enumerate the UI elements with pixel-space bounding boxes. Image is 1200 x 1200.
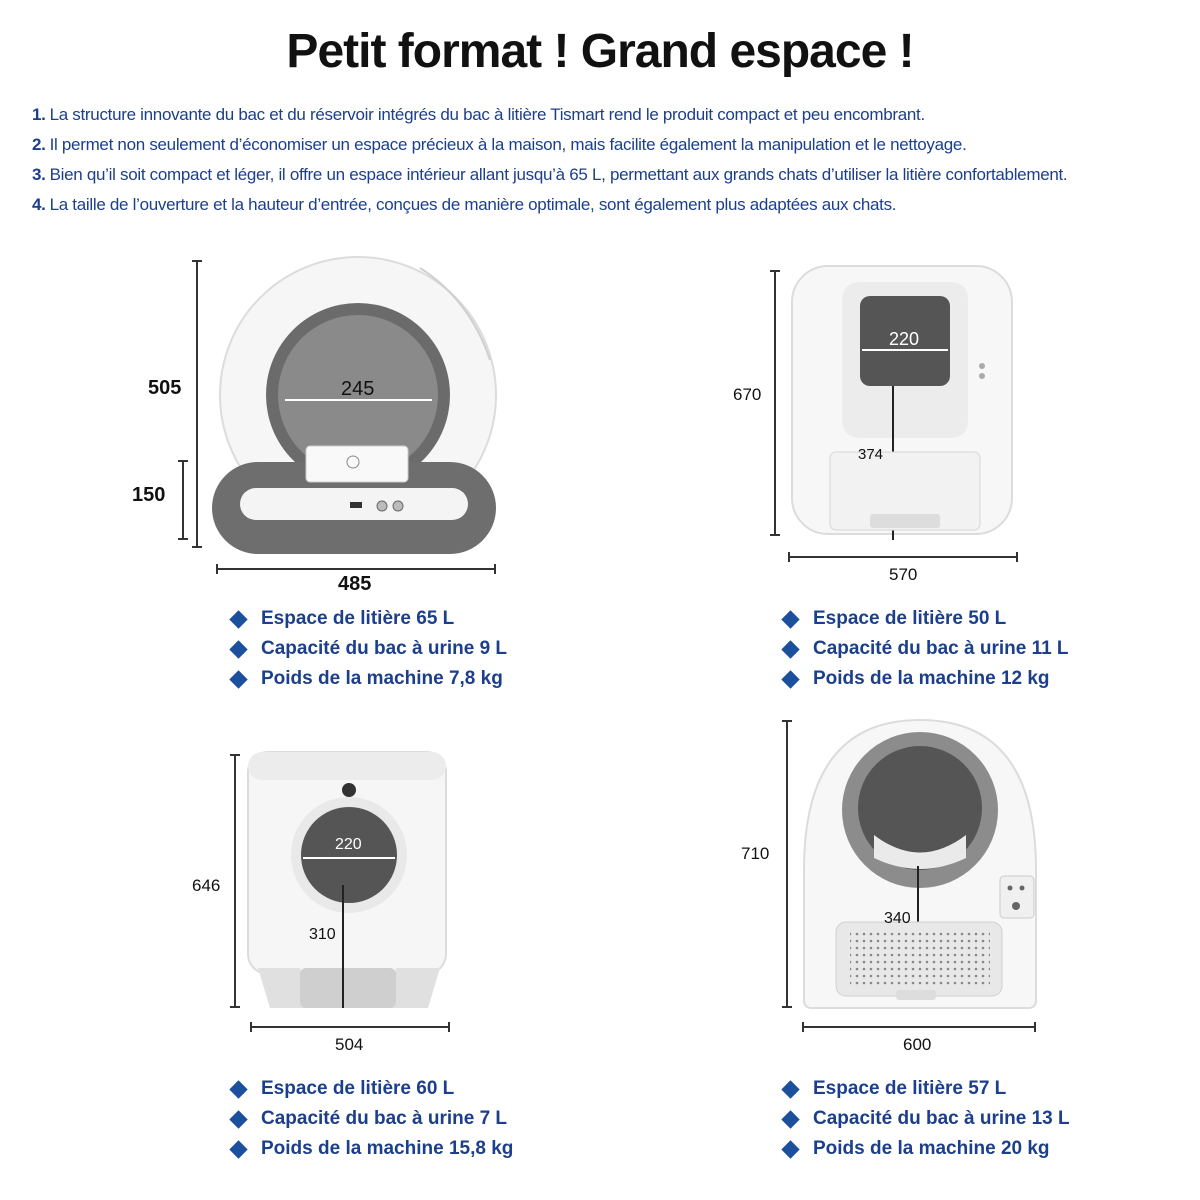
specs-list	[780, 1074, 1070, 1164]
intro-item: 4. La taille de l’ouverture et la hauteur d’entrée, conçues de manière optimale, sont également plus adaptées aux chats.	[32, 195, 897, 214]
width-label: 570	[889, 565, 918, 584]
width-label: 504	[335, 1035, 364, 1054]
spec-item: Capacité du bac à urine 9 L	[228, 634, 507, 664]
intro-item: 1. La structure innovante du bac et du réservoir intégrés du bac à litière Tismart rend le produit compact et peu encombrant.	[32, 105, 925, 124]
intro-item: 2. Il permet non seulement d’économiser un espace précieux à la maison, mais facilite également la manipulation et le nettoyage.	[32, 135, 967, 154]
spec-item: Capacité du bac à urine 11 L	[780, 634, 1069, 664]
spec-item: Poids de la machine 7,8 kg	[228, 664, 507, 694]
width-label: 600	[903, 1035, 932, 1054]
width-dimension-line	[802, 1026, 1036, 1028]
spec-item: Espace de litière 57 L	[780, 1074, 1070, 1104]
entry-height-label: 374	[858, 446, 884, 463]
height-dimension-line	[786, 720, 788, 1008]
spec-item: Espace de litière 60 L	[228, 1074, 513, 1104]
spec-item: Capacité du bac à urine 7 L	[228, 1104, 513, 1134]
spec-item: Espace de litière 50 L	[780, 604, 1069, 634]
opening-label: 220	[335, 836, 362, 853]
width-label: 485	[338, 573, 372, 595]
diamond-bullet-icon	[781, 1080, 799, 1098]
spec-item: Poids de la machine 20 kg	[780, 1134, 1070, 1164]
diamond-bullet-icon	[781, 1110, 799, 1128]
intro-item: 3. Bien qu’il soit compact et léger, il offre un espace intérieur allant jusqu’à 65 L, permettant aux grands chats d’utiliser la litière confortablement.	[32, 165, 1068, 184]
spec-item: Poids de la machine 15,8 kg	[228, 1134, 513, 1164]
spec-item: Espace de litière 65 L	[228, 604, 507, 634]
opening-label: 245	[341, 378, 375, 400]
entry-height-label: 310	[309, 926, 336, 943]
height-label: 646	[192, 876, 221, 895]
base-height-label: 150	[132, 484, 166, 506]
spec-item: Poids de la machine 12 kg	[780, 664, 1069, 694]
height-label: 670	[733, 385, 762, 404]
spec-item: Capacité du bac à urine 13 L	[780, 1104, 1070, 1134]
height-label: 710	[741, 844, 770, 863]
height-label: 505	[148, 377, 182, 399]
opening-label: 220	[889, 329, 920, 349]
page-title: Petit format ! Grand espace !	[286, 25, 914, 78]
entry-height-label: 340	[884, 910, 911, 927]
diamond-bullet-icon	[781, 1140, 799, 1158]
